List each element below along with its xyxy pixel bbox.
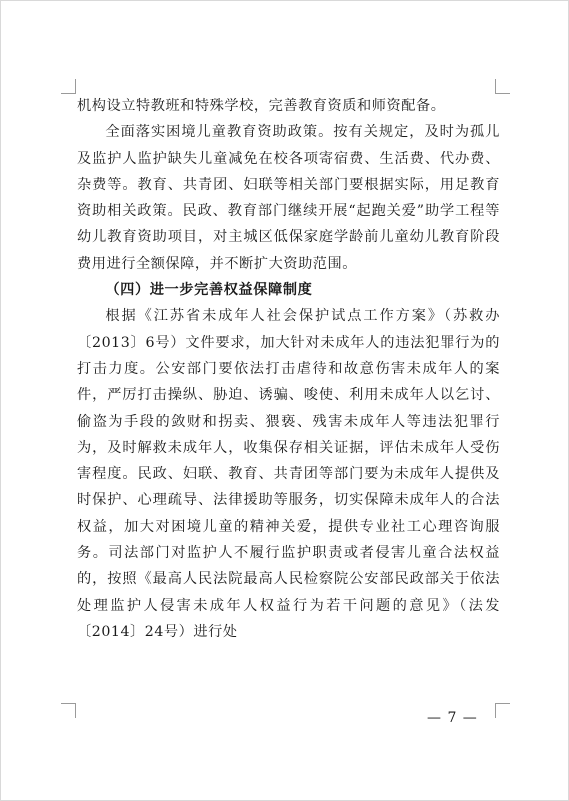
page-number: — 7 — [427, 710, 478, 726]
crop-mark-bottom-left [61, 703, 76, 718]
crop-mark-top-right [495, 79, 510, 94]
paragraph-continuation: 机构设立特教班和特殊学校，完善教育资质和师资配备。 [77, 98, 446, 114]
paragraph-rights-protection: 根据《江苏省未成年人社会保护试点工作方案》（苏救办〔2013〕6号）文件要求，加大针对未成年人的违法犯罪行为的打击力度。公安部门要依法打击虐待和故意伤害未成年人的案件，严厉打击操纵、胁迫、诱骗、唆使、利用未成年人以乞讨、偷盗为手段的敛财和拐卖、猥亵、残害未成年人等违法犯罪行为，及时解救未成年人，收集保存相关证据，评估未成年人受伤害程度。民政、妇联、教育、共青团等部门要为未成年人提供及时保护、心理疏导、法律援助等服务，切实保障未成年人的合法权益，加大对困境儿童的精神关爱，提供专业社工心理咨询服务。司法部门对监护人不履行监护职责或者侵害儿童合法权益的，按照《最高人民法院最高人民检察院公安部民政部关于依法处理监护人侵害未成年人权益行为若干问题的意见》（法发〔2014〕24号）进行处 [77, 308, 500, 640]
section-heading: （四）进一步完善权益保障制度 [105, 282, 313, 299]
crop-mark-bottom-right [495, 703, 510, 718]
crop-mark-top-left [61, 79, 76, 94]
paragraph-education-aid: 全面落实困境儿童教育资助政策。按有关规定，及时为孤儿及监护人监护缺失儿童减免在校各项寄宿费、生活费、代办费、杂费等。教育、共青团、妇联等相关部门要根据实际，用足教育资助相关政策。民政、教育部门继续开展“起跑关爱”助学工程等幼儿教育资助项目，对主城区低保家庭学龄前儿童幼儿教育阶段费用进行全额保障，并不断扩大资助范围。 [77, 124, 500, 272]
document-body [77, 93, 500, 645]
